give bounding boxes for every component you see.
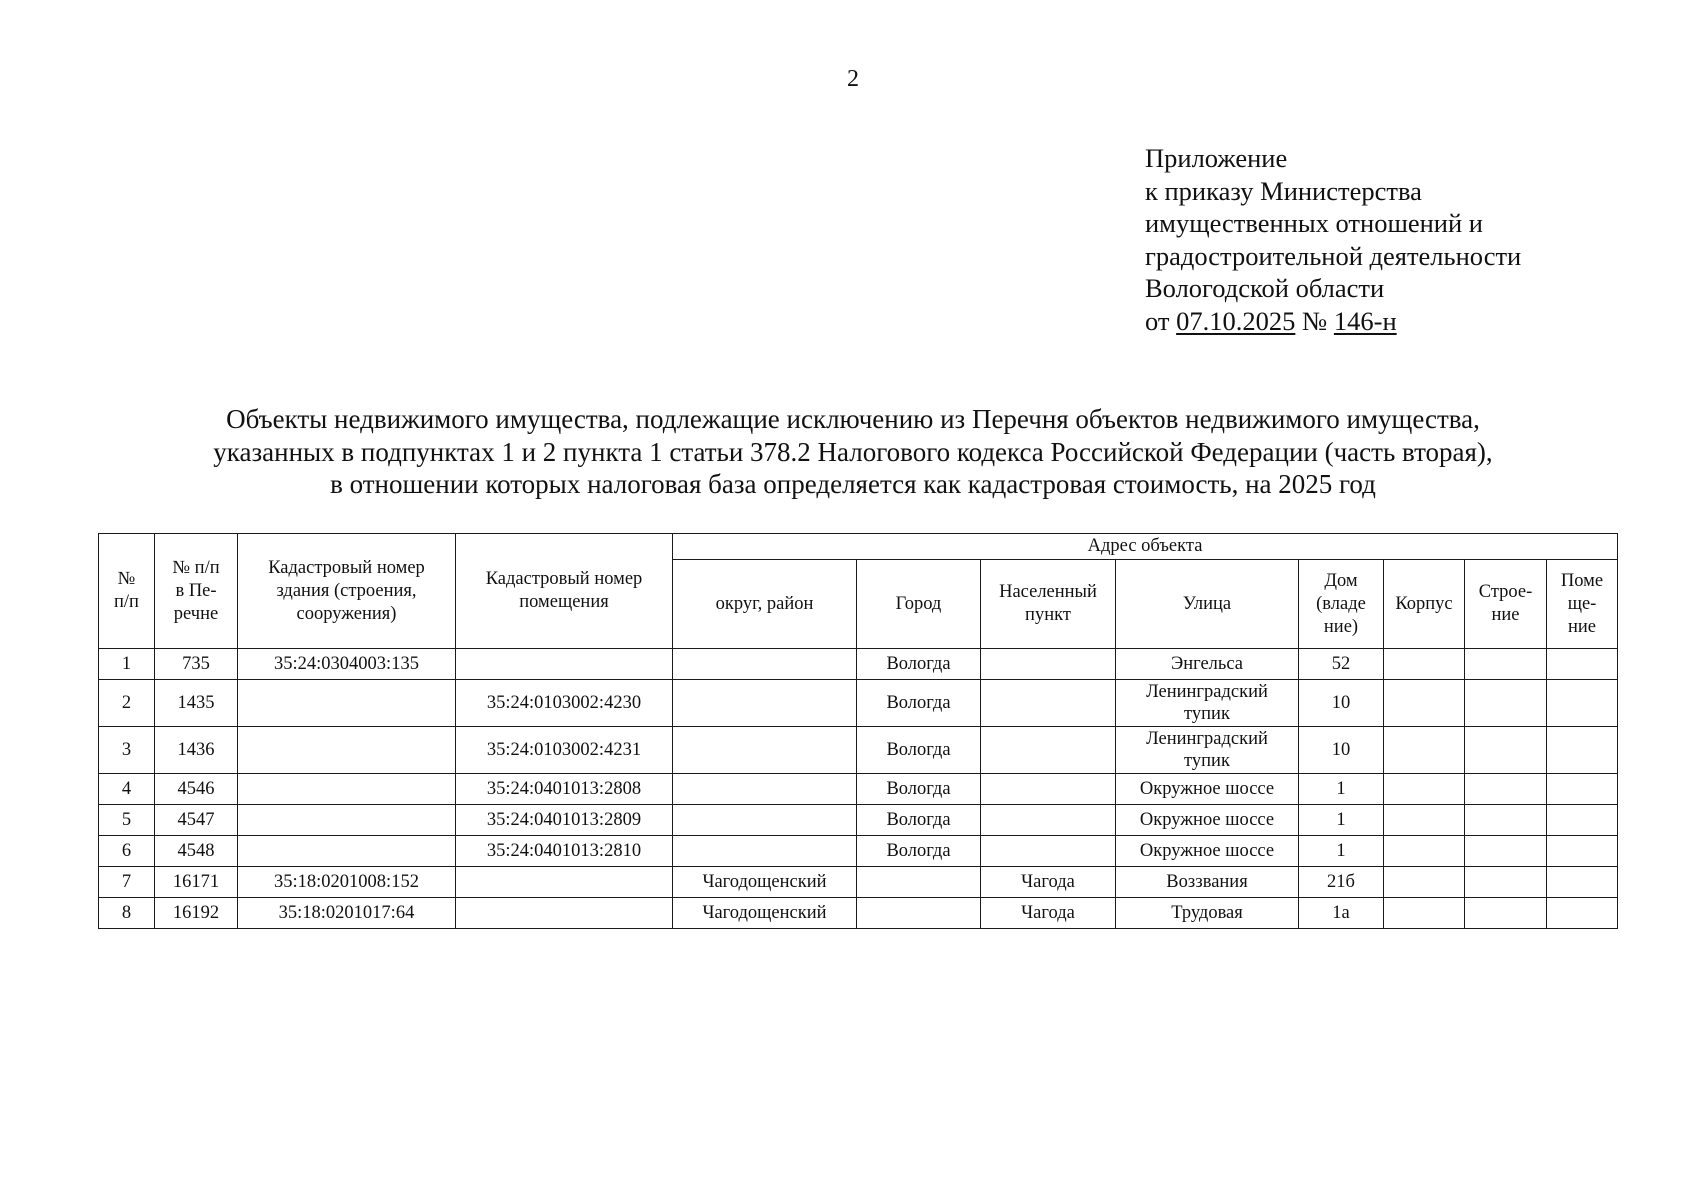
table-row <box>99 649 1618 680</box>
cell-street: Ленинградский тупик <box>1116 680 1299 727</box>
cell-premises-cadastral: 35:24:0401013:2808 <box>456 774 673 805</box>
cell-num: 6 <box>99 836 155 867</box>
cell-korpus <box>1384 805 1465 836</box>
cell-structure <box>1465 805 1547 836</box>
cell-house: 1а <box>1299 898 1384 929</box>
cell-street: Окружное шоссе <box>1116 836 1299 867</box>
cell-street: Трудовая <box>1116 898 1299 929</box>
appendix-date-line <box>1145 305 1521 338</box>
header-city: Город <box>857 560 981 649</box>
cell-list-num: 735 <box>155 649 238 680</box>
header-list-num: № п/п в Пе- речне <box>155 534 238 649</box>
cell-structure <box>1465 680 1547 727</box>
cell-building-cadastral <box>238 774 456 805</box>
order-date: 07.10.2025 <box>1176 305 1296 336</box>
cell-settlement <box>981 805 1116 836</box>
cell-building-cadastral <box>238 836 456 867</box>
title-line: указанных в подпунктах 1 и 2 пункта 1 статьи 378.2 Налогового кодекса Российской Федерации (часть вторая), <box>213 436 1493 467</box>
cell-building-cadastral <box>238 680 456 727</box>
title-line: Объекты недвижимого имущества, подлежащие исключению из Перечня объектов недвижимого имущества, <box>226 404 1480 434</box>
cell-building-cadastral: 35:18:0201017:64 <box>238 898 456 929</box>
header-house: Дом (владе ние) <box>1299 560 1384 649</box>
cell-street: Воззвания <box>1116 867 1299 898</box>
cell-room <box>1547 836 1618 867</box>
cell-house: 52 <box>1299 649 1384 680</box>
cell-city <box>857 898 981 929</box>
cell-district <box>673 727 857 774</box>
page-number: 2 <box>847 66 859 92</box>
cell-district <box>673 680 857 727</box>
cell-num: 8 <box>99 898 155 929</box>
cell-premises-cadastral: 35:24:0401013:2810 <box>456 836 673 867</box>
table-row <box>99 898 1618 929</box>
cell-district: Чагодощенский <box>673 898 857 929</box>
number-prefix: № <box>1295 305 1334 336</box>
table-row <box>99 727 1618 774</box>
title-line: в отношении которых налоговая база определяется как кадастровая стоимость, на 2025 год <box>330 469 1376 499</box>
cell-num: 4 <box>99 774 155 805</box>
cell-korpus <box>1384 727 1465 774</box>
appendix-block <box>1145 142 1521 337</box>
cell-building-cadastral <box>238 805 456 836</box>
date-prefix: от <box>1145 305 1177 336</box>
cell-premises-cadastral <box>456 649 673 680</box>
cell-korpus <box>1384 836 1465 867</box>
header-room: Поме ще- ние <box>1547 560 1618 649</box>
header-korpus: Корпус <box>1384 560 1465 649</box>
cell-premises-cadastral <box>456 867 673 898</box>
header-address: Адрес объекта <box>673 534 1618 560</box>
cell-city: Вологда <box>857 727 981 774</box>
cell-list-num: 4546 <box>155 774 238 805</box>
cell-room <box>1547 727 1618 774</box>
table-row <box>99 680 1618 727</box>
cell-house: 1 <box>1299 774 1384 805</box>
cell-room <box>1547 867 1618 898</box>
cell-house: 21б <box>1299 867 1384 898</box>
cell-korpus <box>1384 649 1465 680</box>
table-row <box>99 805 1618 836</box>
cell-korpus <box>1384 867 1465 898</box>
appendix-line: имущественных отношений и <box>1145 208 1483 238</box>
header-num: № п/п <box>99 534 155 649</box>
appendix-line: к приказу Министерства <box>1145 175 1422 206</box>
cell-house: 1 <box>1299 805 1384 836</box>
cell-structure <box>1465 867 1547 898</box>
appendix-line: Приложение <box>1145 143 1288 173</box>
cell-structure <box>1465 898 1547 929</box>
cell-city: Вологда <box>857 649 981 680</box>
cell-num: 5 <box>99 805 155 836</box>
cell-city: Вологда <box>857 805 981 836</box>
cell-list-num: 16192 <box>155 898 238 929</box>
cell-house: 10 <box>1299 680 1384 727</box>
order-number: 146-н <box>1333 305 1397 336</box>
cell-settlement <box>981 680 1116 727</box>
cell-korpus <box>1384 774 1465 805</box>
cell-city <box>857 867 981 898</box>
objects-table <box>98 533 1618 929</box>
cell-korpus <box>1384 898 1465 929</box>
header-district: округ, район <box>673 560 857 649</box>
cell-num: 1 <box>99 649 155 680</box>
header-building-cadastral: Кадастровый номер здания (строения, сооружения) <box>238 534 456 649</box>
appendix-line: градостроительной деятельности <box>1145 240 1522 271</box>
cell-premises-cadastral: 35:24:0103002:4230 <box>456 680 673 727</box>
appendix-line: Вологодской области <box>1145 273 1385 303</box>
cell-street: Окружное шоссе <box>1116 805 1299 836</box>
cell-building-cadastral <box>238 727 456 774</box>
cell-district <box>673 774 857 805</box>
header-street: Улица <box>1116 560 1299 649</box>
header-structure: Строе- ние <box>1465 560 1547 649</box>
cell-num: 3 <box>99 727 155 774</box>
cell-settlement <box>981 774 1116 805</box>
cell-room <box>1547 805 1618 836</box>
cell-korpus <box>1384 680 1465 727</box>
cell-premises-cadastral: 35:24:0103002:4231 <box>456 727 673 774</box>
cell-street: Окружное шоссе <box>1116 774 1299 805</box>
cell-building-cadastral: 35:18:0201008:152 <box>238 867 456 898</box>
header-premises-cadastral: Кадастровый номер помещения <box>456 534 673 649</box>
cell-room <box>1547 680 1618 727</box>
cell-street: Энгельса <box>1116 649 1299 680</box>
cell-structure <box>1465 836 1547 867</box>
cell-list-num: 4547 <box>155 805 238 836</box>
table-row <box>99 867 1618 898</box>
cell-street: Ленинградский тупик <box>1116 727 1299 774</box>
cell-structure <box>1465 774 1547 805</box>
cell-structure <box>1465 727 1547 774</box>
cell-room <box>1547 649 1618 680</box>
table-header-row <box>99 534 1618 560</box>
cell-list-num: 16171 <box>155 867 238 898</box>
cell-city: Вологда <box>857 680 981 727</box>
cell-house: 1 <box>1299 836 1384 867</box>
cell-list-num: 1435 <box>155 680 238 727</box>
cell-settlement: Чагода <box>981 898 1116 929</box>
cell-num: 2 <box>99 680 155 727</box>
cell-house: 10 <box>1299 727 1384 774</box>
cell-settlement: Чагода <box>981 867 1116 898</box>
cell-district <box>673 805 857 836</box>
table-row <box>99 836 1618 867</box>
cell-settlement <box>981 649 1116 680</box>
cell-structure <box>1465 649 1547 680</box>
cell-settlement <box>981 727 1116 774</box>
cell-city: Вологда <box>857 836 981 867</box>
header-settlement: Населенный пункт <box>981 560 1116 649</box>
cell-room <box>1547 774 1618 805</box>
cell-district <box>673 649 857 680</box>
cell-city: Вологда <box>857 774 981 805</box>
cell-settlement <box>981 836 1116 867</box>
cell-premises-cadastral: 35:24:0401013:2809 <box>456 805 673 836</box>
cell-list-num: 1436 <box>155 727 238 774</box>
cell-list-num: 4548 <box>155 836 238 867</box>
table-row <box>99 774 1618 805</box>
cell-building-cadastral: 35:24:0304003:135 <box>238 649 456 680</box>
cell-district: Чагодощенский <box>673 867 857 898</box>
cell-num: 7 <box>99 867 155 898</box>
document-title <box>0 403 1706 501</box>
cell-room <box>1547 898 1618 929</box>
cell-premises-cadastral <box>456 898 673 929</box>
cell-district <box>673 836 857 867</box>
